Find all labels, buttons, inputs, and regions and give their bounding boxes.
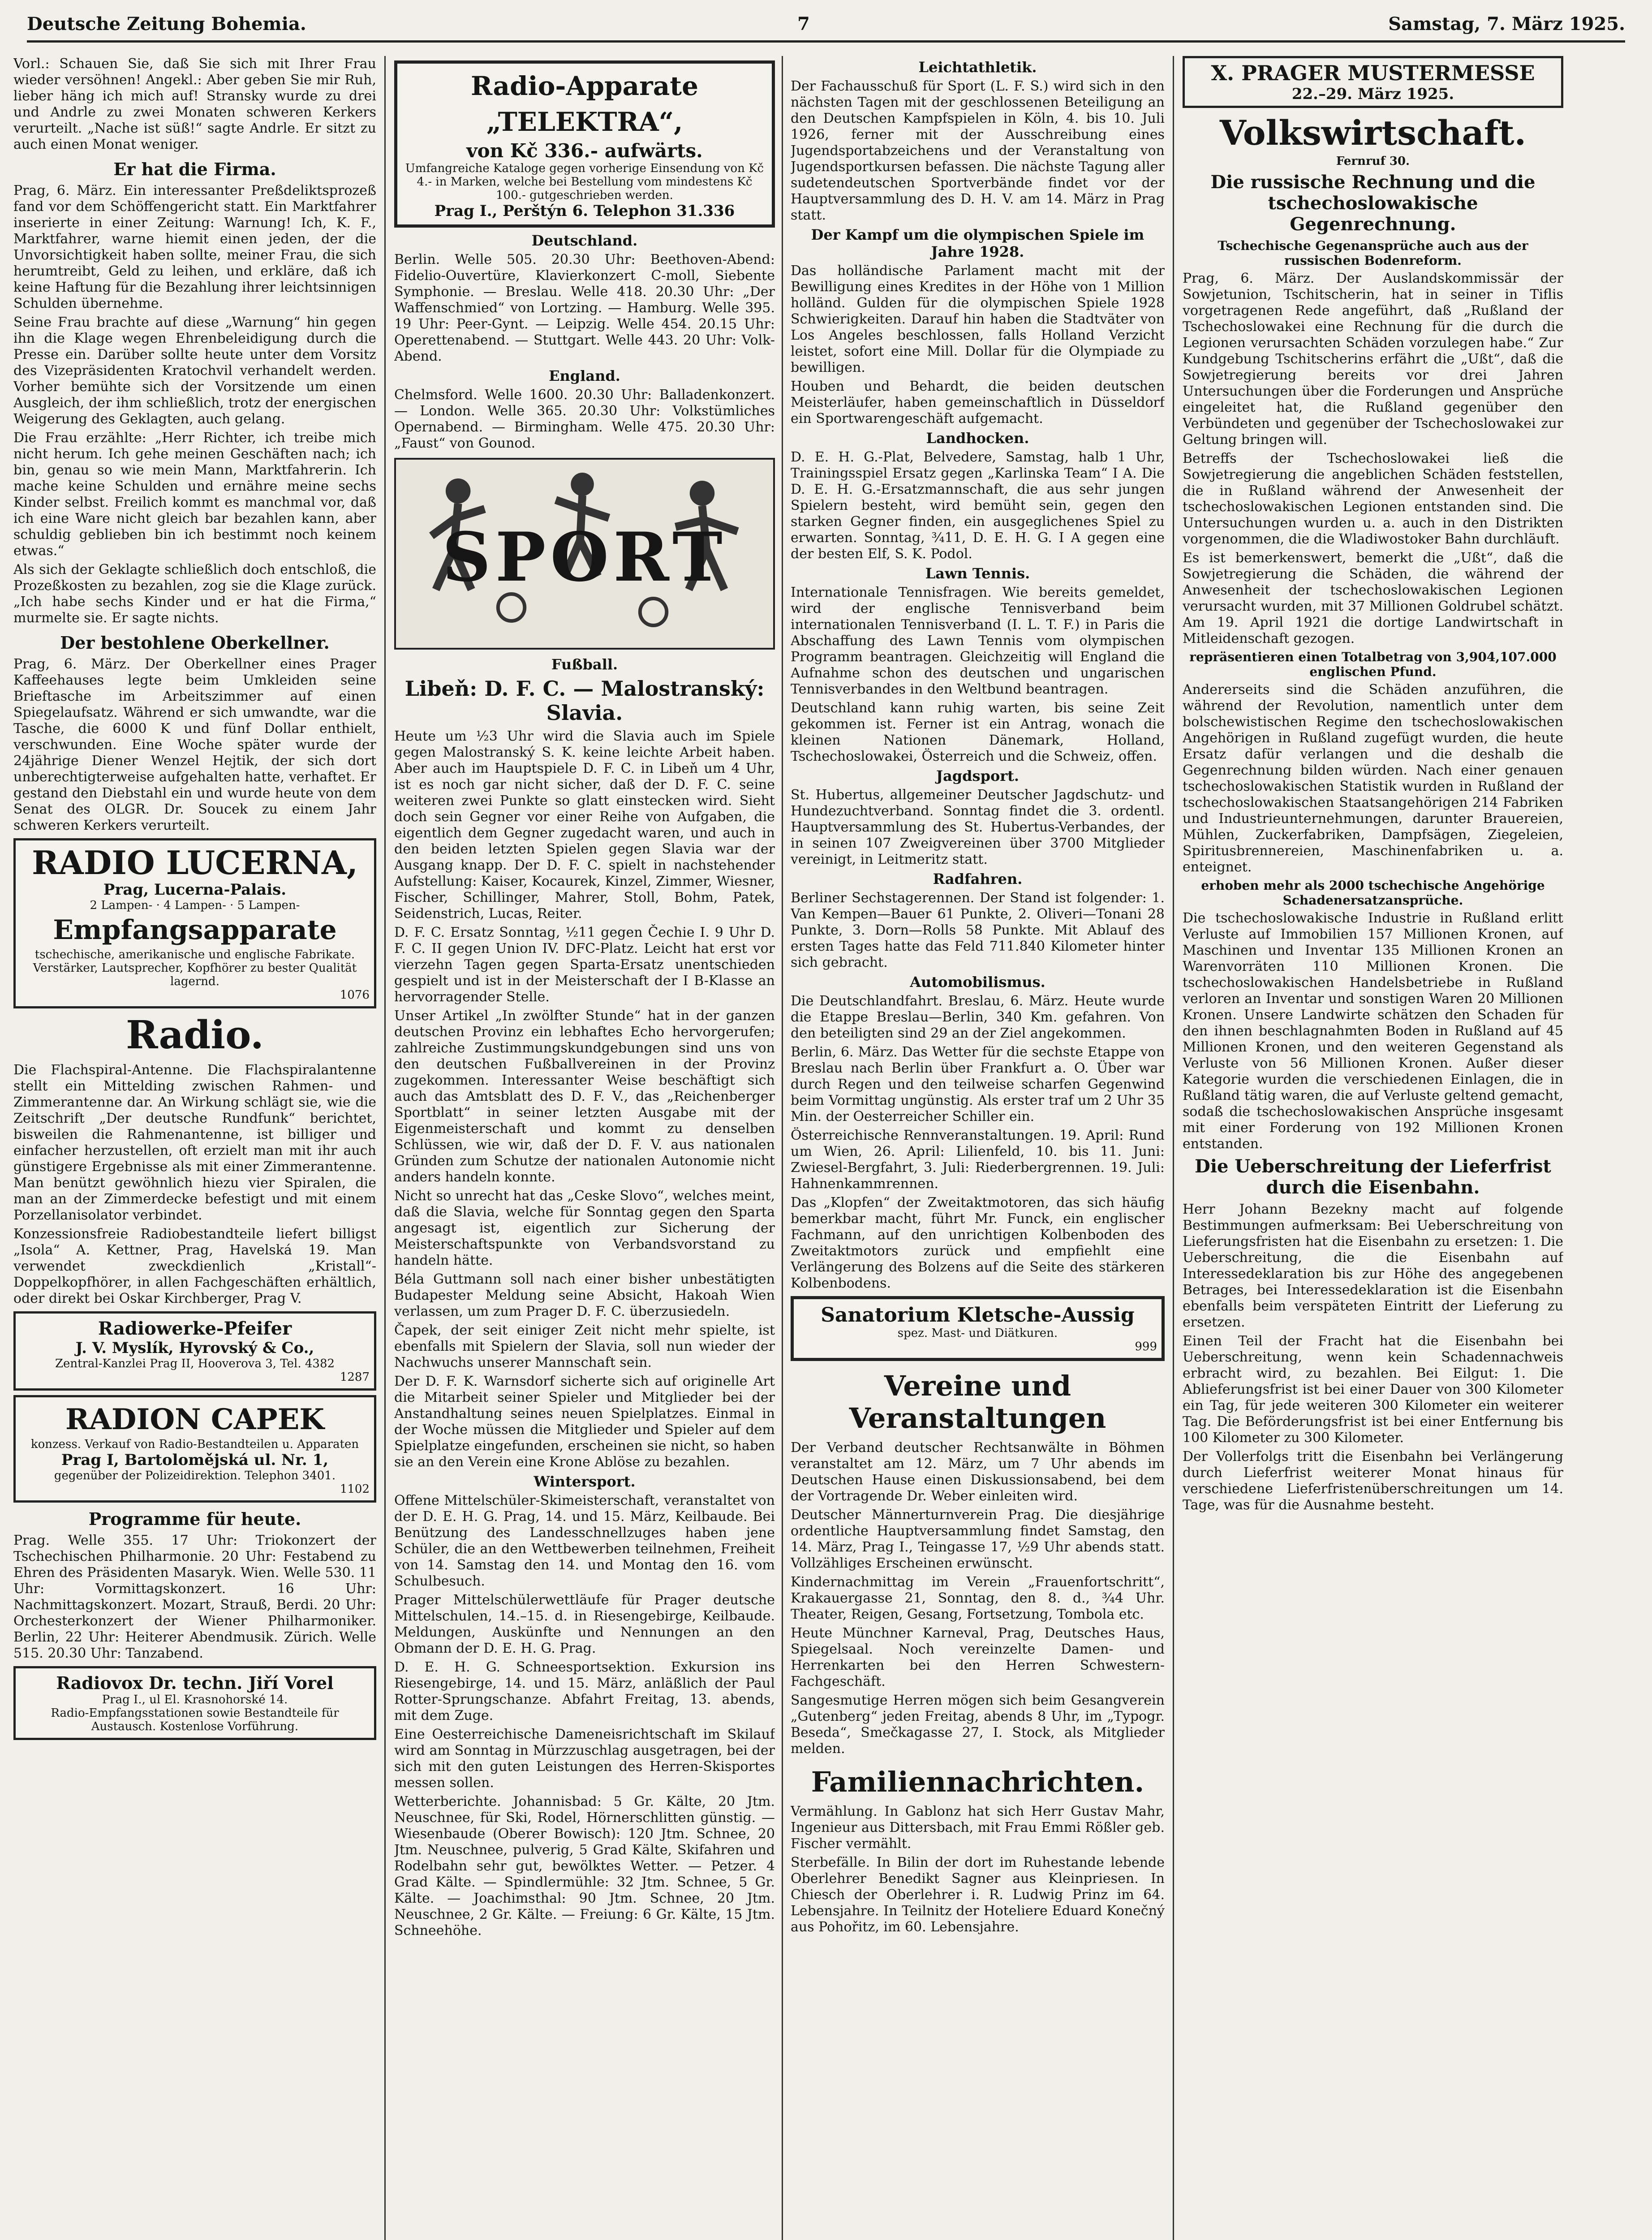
article-paragraph: Sangesmutige Herren mögen sich beim Gesangverein „Gutenberg“ jeden Freitag, abends 8 Uhr, im „Typogr. Beseda“, Smečkagasse 27, I. Stock, als Mitglieder melden.: [791, 1693, 1165, 1757]
ad-product: Empfangsapparate: [53, 914, 337, 946]
article-heading: Automobilismus.: [910, 974, 1045, 991]
article-heading: Jagdsport.: [936, 767, 1020, 784]
column-divider: [1173, 56, 1174, 2240]
article-heading: Der bestohlene Oberkellner.: [60, 633, 330, 653]
ad-address: Zentral-Kanzlei Prag II, Hooverova 3, Tel. 4382: [55, 1357, 335, 1370]
ad-sub: konzess. Verkauf von Radio-Bestandteilen u. Apparaten: [30, 1438, 359, 1451]
article-paragraph: Konzessionsfreie Radiobestandteile liefert billigst „Isola“ A. Kettner, Prag, Havelská 19. Man verwendet zweckdienlich „Kristall“-Doppelkopfhörer, in allen Fachgeschäften erhältlich, oder direkt bei Oskar Kirchberger, Prag V.: [13, 1226, 376, 1306]
article-paragraph: D. E. H. G.-Plat, Belvedere, Samstag, halb 1 Uhr, Trainingsspiel Ersatz gegen „Karlinska Team“ I A. Die D. E. H. G.-Ersatzmannschaft, die aus sehr jungen Spielern besteht, wird bemüht sein, gegen den starken Gegner finden, ein ausgeglichenes Spiel zu erwarten. Sonntag, ¾11, D. E. H. G. I A gegen eine der besten Elf, S. K. Podol.: [791, 449, 1165, 562]
ad-name: Sanatorium Kletsche-Aussig: [821, 1304, 1135, 1327]
article-heading: Radfahren.: [933, 870, 1023, 887]
advertisement-radio-lucerna: [13, 838, 376, 1008]
issue-date: Samstag, 7. März 1925.: [1388, 13, 1625, 34]
article-headline: Libeň: D. F. C. — Malostranský: Slavia.: [404, 676, 765, 725]
article-paragraph: Prag. Welle 355. 17 Uhr: Triokonzert der Tschechischen Philharmonie. 20 Uhr: Festabend zu Ehren des Präsidenten Masaryk. Wien. Welle 530. 11 Uhr: Vormittagskonzert. 16 Uhr: Nachmittagskonzert. Mozart, Strauß, Berdi. 20 Uhr: Orchesterkonzert der Wiener Philharmoniker. Berlin, 22 Uhr: Heiterer Abendmusik. Zürich. Welle 515. 20.30 Uhr: Tanzabend.: [13, 1533, 376, 1661]
article-heading: Wintersport.: [533, 1473, 636, 1490]
article-paragraph: Die tschechoslowakische Industrie in Rußland erlitt Verluste auf Immobilien 157 Millionen Kronen, auf Maschinen und Inventar 135 Millionen Kronen an Warenvorräten 110 Millionen Kronen. Die tschechoslowakischen Handelsbetriebe in Rußland verloren an Inventar und sonstigen Waren 20 Millionen Kronen. Unsere Landwirte schätzen den Schaden für den ihnen beschlagnahmten Boden in Rußland auf 45 Millionen Kronen, und den weiteren Gegenstand als Verluste von 56 Millionen Kronen. Außer dieser Kategorie wurden die verschiedenen Einlagen, die in Rußland tätig waren, die auf Verluste geltend gemacht, sodaß die tschechoslowakischen Ansprüche insgesamt mit einer Forderung von 192 Millionen Kronen entstanden.: [1183, 910, 1563, 1152]
article-paragraph: Offene Mittelschüler-Skimeisterschaft, veranstaltet von der D. E. H. G. Prag, 14. und 15. März, Keilbaude. Bei Benützung des Landesschnellzuges haben jene Schüler, die an den Wettbewerben teilnehmen, Freiheit von 14. Samstag den 14. und Montag den 16. vom Schulbesuch.: [394, 1493, 775, 1589]
article-paragraph: Die Deutschlandfahrt. Breslau, 6. März. Heute wurde die Etappe Breslau—Berlin, 340 Km. gefahren. Von den beteiligten sind 29 an der Ziel angekommen.: [791, 993, 1165, 1041]
column-divider: [384, 56, 386, 2240]
article-paragraph: D. E. H. G. Schneesportsektion. Exkursion ins Riesengebirge, 14. und 15. März, anläßlich der Paul Rotter-Sprungschanze. Abfahrt Freitag, 13. abends, mit dem Zuge.: [394, 1659, 775, 1723]
article-paragraph: Der Verband deutscher Rechtsanwälte in Böhmen veranstaltet am 12. März, um 7 Uhr abends im Deutschen Hause einen Diskussionsabend, bei dem der Vortragende Dr. Weber einleiten wird.: [791, 1440, 1165, 1504]
ad-address: Prag I, Bartolomějská ul. Nr. 1,: [61, 1451, 329, 1469]
ad-name: X. PRAGER MUSTERMESSE: [1211, 61, 1535, 85]
article-heading: Fußball.: [551, 656, 618, 673]
article-heading: Programme für heute.: [88, 1509, 301, 1529]
article-paragraph: Österreichische Rennveranstaltungen. 19. April: Rund um Wien, 26. April: Lilienfeld, 10. bis 11. Juni: Zwiesel-Bergfahrt, 3. Juli: Riederbergrennen. 19. Juli: Hahnenkammrennen.: [791, 1128, 1165, 1192]
page-number: 7: [797, 13, 810, 34]
phone-note: Fernruf 30.: [1336, 155, 1410, 168]
article-paragraph: Vorl.: Schauen Sie, daß Sie sich mit Ihrer Frau wieder versöhnen! Angekl.: Aber geben Sie mir Ruh, lieber häng ich mich auf! Stransky wurde zu drei und Andrle zu zwei Monaten schweren Kerkers verurteilt. „Nache ist süß!“ sagte Andrle. Er sitzt zu auch einen Monat weniger.: [13, 56, 376, 152]
article-paragraph: Es ist bemerkenswert, bemerkt die „Ußt“, daß die Sowjetregierung die Schäden, die während der Anwesenheit der tschechoslowakischen Legionen verursacht wurden, mit 37 Millionen Goldrubel schätzt. Am 19. April 1921 die dortige Landwirtschaft in Mitleidenschaft gezogen.: [1183, 550, 1563, 646]
ad-dates: 22.–29. März 1925.: [1291, 85, 1454, 103]
article-paragraph: Berlin, 6. März. Das Wetter für die sechste Etappe von Breslau nach Berlin über Frankfurt a. O. Über war durch Regen und den teilweise scharfen Gegenwind beim Vormittag ungünstig. Als erster traf um 2 Uhr 35 Min. der Oesterreicher Schiller ein.: [791, 1044, 1165, 1124]
article-paragraph: Béla Guttmann soll nach einer bisher unbestätigten Budapester Meldung seine Absicht, Hakoah Wien verlassen, um zum Prager D. F. C. überzusiedeln.: [394, 1271, 775, 1319]
newspaper-title: Deutsche Zeitung Bohemia.: [27, 13, 306, 34]
article-paragraph: Andererseits sind die Schäden anzuführen, die während der Revolution, namentlich unter dem bolschewistischen Regime den tschechoslowakischen Angehörigen in Rußland zugefügt wurden, die heute Ersatz dafür verlangen und die deshalb die Gegenrechnung bilden würden. Nach einer genauen tschechoslowakischen Statistik wurden in Rußland der tschechoslowakischen Staatsangehörigen 214 Fabriken und Industrieunternehmungen, darunter Brauereien, Mühlen, Zuckerfabriken, Dampfsägen, Ziegeleien, Spiritusbrennereien, Maschinenfabriken u. a. enteignet.: [1183, 682, 1563, 875]
ad-name: Radio-Apparate „TELEKTRA“,: [471, 71, 698, 137]
section-heading: Familiennachrichten.: [811, 1766, 1144, 1798]
column-4: [1183, 56, 1563, 2240]
article-heading: Er hat die Firma.: [113, 159, 276, 179]
article-paragraph: Das holländische Parlament macht mit der Bewilligung eines Kredites in der Höhe von 1 Million holländ. Gulden für die olympischen Spiele 1928 Schwierigkeiten. Darauf hin haben die Stadtväter von Los Angeles beschlossen, falls Holland Verzicht leistet, sofort eine Mill. Dollar für die Olympiade zu bewilligen.: [791, 263, 1165, 375]
sport-banner-illustration: [394, 458, 775, 650]
article-paragraph: Berlin. Welle 505. 20.30 Uhr: Beethoven-Abend: Fidelio-Ouvertüre, Klavierkonzert C-moll, Siebente Symphonie. — Breslau. Welle 418. 20.30 Uhr: „Der Waffenschmied“ von Lortzing. — Hamburg. Welle 395. 19 Uhr: Peer-Gynt. — Leipzig. Welle 454. 20.15 Uhr: Operettenabend. — Stuttgart. Welle 443. 20 Uhr: Volk-Abend.: [394, 252, 775, 364]
article-paragraph: Der Vollerfolgs tritt die Eisenbahn bei Verlängerung durch Lieferfrist weiterer Monat hinaus für verschiedene Lieferfristenüberschreitungen um 14. Tage, was für die Ausnahme besteht.: [1183, 1449, 1563, 1513]
article-paragraph: Prager Mittelschülerwettläufe für Prager deutsche Mittelschulen, 14.–15. d. in Riesengebirge, Keilbaude. Meldungen, Auskünfte und Nennungen an den Obmann der D. E. H. G. Prag.: [394, 1592, 775, 1656]
article-paragraph: Die Frau erzählte: „Herr Richter, ich treibe mich nicht herum. Ich gehe meinen Geschäften nach; ich bin, genau so wie mein Mann, Marktfahrerin. Ich mache keine Schulden und ernähre meine sechs Kinder selbst. Freilich kommt es manchmal vor, daß ich eine Ware nicht gleich bar bezahlen kann, aber schuldig geblieben bin ich bestimmt noch keinem etwas.“: [13, 430, 376, 559]
article-paragraph: Kindernachmittag im Verein „Frauenfortschritt“, Krakauergasse 21, Sonntag, den 8. d., ¾4 Uhr. Theater, Reigen, Gesang, Fortsetzung, Tombola etc.: [791, 1574, 1165, 1622]
ad-sub: Radio-Empfangsstationen sowie Bestandteile für Austausch. Kostenlose Vorführung.: [51, 1706, 339, 1733]
ad-address: Prag I., Perštýn 6. Telephon 31.336: [434, 202, 735, 220]
section-heading: Radio.: [126, 1012, 264, 1058]
article-paragraph: Die Flachspiral-Antenne. Die Flachspiralantenne stellt ein Mittelding zwischen Rahmen- und Zimmerantenne dar. An Wirkung schlägt sie, wie die Zeitschrift „Der deutsche Rundfunk“ berichtet, bisweilen die Rahmenantenne, ist billiger und einfacher herzustellen, oft erzielt man mit ihr auch günstigere Ergebnisse als mit einer Zimmerantenne. Man benützt gewöhnlich hiezu vier Spiralen, die man an der Zimmerdecke befestigt und mit einem Porzellanisolator verbindet.: [13, 1062, 376, 1223]
article-paragraph: Čapek, der seit einiger Zeit nicht mehr spielte, ist ebenfalls mit Spielern der Slavia, soll nun wieder der Nachwuchs unserer Mannschaft sein.: [394, 1322, 775, 1370]
article-heading: England.: [549, 367, 620, 384]
article-paragraph: Internationale Tennisfragen. Wie bereits gemeldet, wird der englische Tennisverband beim internationalen Tennisverband (I. L. T. F.) in Paris die Abschaffung des Lawn Tennis vom olympischen Programm beantragen. Gleichzeitig will England die Aufnahme schon des deutschen und ungarischen Tennisverbandes in den Weltbund beantragen.: [791, 585, 1165, 697]
article-paragraph: Seine Frau brachte auf diese „Warnung“ hin gegen ihn die Klage wegen Ehrenbeleidigung durch die Presse ein. Darüber sollte heute unter dem Vorsitz des Vizepräsidenten Kratochvil verhandelt werden. Vorher bemühte sich der Vorsitzende um einen Ausgleich, der ihm schließlich, trotz der energischen Weigerung des Geklagten, auch gelang.: [13, 314, 376, 427]
article-heading: Deutschland.: [531, 232, 638, 249]
article-paragraph: Prag, 6. März. Der Auslandskommissär der Sowjetunion, Tschitscherin, hat in seiner in Tiflis vorgetragenen Rede angeführt, daß „Rußland der Tschechoslowakei eine Rechnung für die durch die Legionen verursachten Schäden vorzulegen habe.“ Zur Kundgebung Tschitscherins erfährt die „Ußt“, daß die Sowjetregierung bereits vor drei Jahren Untersuchungen über die Forderungen und Ansprüche eingeleitet hat, die Rußland gegenüber den Verbündeten und gegenüber der Tschechoslowakei zur Geltung bringen will.: [1183, 271, 1563, 448]
emphasized-line: erhoben mehr als 2000 tschechische Angehörige Schadenersatzansprüche.: [1201, 878, 1545, 908]
ad-code: 1102: [340, 1482, 370, 1496]
article-paragraph: Berliner Sechstagerennen. Der Stand ist folgender: 1. Van Kempen—Bauer 61 Punkte, 2. Oliveri—Tonani 28 Punkte, 3. Dorn—Rolls 58 Punkte. Mit Ablauf des ersten Tages hatte das Feld 711.840 Kilometer hinter sich gebracht.: [791, 890, 1165, 970]
section-heading: Vereine und Veranstaltungen: [849, 1370, 1106, 1434]
ad-address-2: gegenüber der Polizeidirektion. Telephon 3401.: [54, 1469, 336, 1482]
ad-firm: J. V. Myslík, Hyrovský & Co.,: [75, 1339, 314, 1357]
ad-sub: tschechische, amerikanische und englische Fabrikate. Verstärker, Lautsprecher, Kopfhörer zu bester Qualität lagernd.: [33, 948, 357, 988]
ad-lines: 2 Lampen- · 4 Lampen- · 5 Lampen-: [90, 899, 300, 912]
article-paragraph: Houben und Behardt, die beiden deutschen Meisterläufer, haben gemeinschaftlich in Düsseldorf ein Sportwarengeschäft aufgemacht.: [791, 379, 1165, 426]
article-heading: Landhocken.: [926, 430, 1029, 447]
article-paragraph: Einen Teil der Fracht hat die Eisenbahn bei Ueberschreitung, wenn kein Schadennachweis erbracht wird, zu bezahlen. Bei Eilgut: 1. Die Ablieferungsfrist ist bei einer Dauer von 300 Kilometer ein Tag, für jede weiteren 300 Kilometer ein weiterer Tag. Die Beförderungsfrist ist bei einer Entfernung bis 100 Kilometer zu 300 Kilometer.: [1183, 1333, 1563, 1446]
article-paragraph: Sterbefälle. In Bilin der dort im Ruhestande lebende Oberlehrer Benedikt Sagner aus Kleinpriesen. In Chiesch der Oberlehrer i. R. Ludwig Prinz im 64. Lebensjahre. In Teilnitz der Hoteliere Eduard Konečný aus Pohořitz, im 60. Lebensjahre.: [791, 1855, 1165, 1935]
ad-name: RADION CAPEK: [65, 1403, 324, 1436]
article-paragraph: Deutscher Männerturnverein Prag. Die diesjährige ordentliche Hauptversammlung findet Samstag, den 14. März, Prag I., Teingasse 17, ½9 Uhr abends statt. Vollzähliges Erscheinen erwünscht.: [791, 1507, 1165, 1571]
advertisement-radiowerke: [13, 1311, 376, 1391]
column-2: [394, 56, 775, 2240]
column-3: [791, 56, 1165, 2240]
advertisement-telektra: [394, 60, 775, 228]
sport-banner-text: SPORT: [442, 518, 727, 597]
article-paragraph: Heute um ½3 Uhr wird die Slavia auch im Spiele gegen Malostranský S. K. keine leichte Arbeit haben. Aber auch im Hauptspiele D. F. C. in Libeň um 4 Uhr, ist es noch gar nicht sicher, daß der D. F. C. seine weiteren zwei Punkte so glatt einstecken wird. Sieht doch sein Gegner vor einer Reihe von Aufgaben, die eigentlich dem Gegner zugedacht waren, und auch in den beiden letzten Spielen gegen Slavia war der Ausgang knapp. Der D. F. C. spielt in nachstehender Aufstellung: Kaiser, Kocaurek, Kinzel, Zimmer, Wiesner, Fischer, Schillinger, Mahrer, Stoll, Bohm, Patek, Seidenstrich, Lucas, Reiter.: [394, 728, 775, 922]
article-heading: Leichtathletik.: [918, 59, 1037, 76]
ad-sub: spez. Mast- und Diätkuren.: [897, 1327, 1058, 1340]
article-subheadline: Tschechische Gegenansprüche auch aus der russischen Bodenreform.: [1217, 238, 1528, 268]
article-paragraph: Deutschland kann ruhig warten, bis seine Zeit gekommen ist. Ferner ist ein Antrag, wonach die kleinen Nationen Dänemark, Holland, Tschechoslowakei, Österreich und die Schweiz, offen.: [791, 700, 1165, 764]
article-paragraph: Das „Klopfen“ der Zweitaktmotoren, das sich häufig bemerkbar macht, führt Mr. Funck, ein englischer Fachmann, auf den unrichtigen Kolbenboden des Zweitaktmotors zurück und empfiehlt eine Verlängerung des Bolzens auf die Seite des stärkeren Kolbenbodens.: [791, 1195, 1165, 1291]
article-paragraph: Chelmsford. Welle 1600. 20.30 Uhr: Balladenkonzert. — London. Welle 365. 20.30 Uhr: Volkstümliches Opernabend. — Birmingham. Welle 475. 20.30 Uhr: „Faust“ von Gounod.: [394, 387, 775, 451]
ad-place: Prag, Lucerna-Palais.: [103, 881, 287, 899]
article-paragraph: Der D. F. K. Warnsdorf sicherte sich auf originelle Art die Mitarbeit seiner Spieler und Mitglieder bei der Anstandhaltung seines neuen Spielplatzes. Einmal in der Woche müssen die Mitglieder und Spieler auf dem Spielplatze eingefunden, erscheinen sie nicht, so haben sie an den Verein eine Krone Ablöse zu bezahlen.: [394, 1374, 775, 1470]
article-paragraph: Prag, 6. März. Ein interessanter Preßdeliktsprozeß fand vor dem Schöffengericht statt. Ein Marktfahrer inserierte in einer Zeitung: Warnung! Ich, K. F., Marktfahrer, warne hiemit einen jeden, der die Unvorsichtigkeit haben sollte, meiner Frau, die sich herumtreibt, Geld zu leihen, und erkläre, daß ich keine Haftung für die Bezahlung ihrer leichtsinnigen Schulden übernehme.: [13, 183, 376, 311]
ad-code: 1287: [340, 1370, 370, 1384]
article-paragraph: Vermählung. In Gablonz hat sich Herr Gustav Mahr, Ingenieur aus Dittersbach, mit Frau Emmi Rößler geb. Fischer vermählt.: [791, 1804, 1165, 1852]
article-paragraph: Nicht so unrecht hat das „Ceske Slovo“, welches meint, daß die Slavia, welche für Sonntag gegen den Sparta angesagt ist, eigentlich zur Sicherung der Meisterschaftspunkte von Verbandsvorstand zu handeln hätte.: [394, 1188, 775, 1268]
article-headline: Die Ueberschreitung der Lieferfrist durch die Eisenbahn.: [1195, 1156, 1551, 1198]
advertisement-radiovox: [13, 1666, 376, 1740]
column-1: [13, 56, 376, 2240]
article-heading: Lawn Tennis.: [925, 565, 1030, 582]
ad-code: 1076: [340, 988, 370, 1002]
article-paragraph: Heute Münchner Karneval, Prag, Deutsches Haus, Spiegelsaal. Noch vereinzelte Damen- und Herrenkarten bei den Herren Schwestern-Fachgeschäft.: [791, 1625, 1165, 1689]
advertisement-mustermesse: [1183, 56, 1563, 108]
article-paragraph: Unser Artikel „In zwölfter Stunde“ hat in der ganzen deutschen Provinz ein lebhaftes Echo hervorgerufen; zahlreiche Zustimmungskundgebungen sind uns von den deutschen Fußballvereinen in der Provinz zugekommen. Interessanter Weise beschäftigt sich auch das Amtsblatt des D. F. V., das „Reichenberger Sportblatt“ in seiner letzten Ausgabe mit der Eigenmeisterschaft und kommt zu denselben Schlüssen, wie wir, daß der D. F. V. aus nationalen Gründen zum Schutze der nationalen Autonomie nicht anders handeln konnte.: [394, 1008, 775, 1185]
article-paragraph: St. Hubertus, allgemeiner Deutscher Jagdschutz- und Hundezuchtverband. Sonntag findet die 3. ordentl. Hauptversammlung des St. Hubertus-Verbandes, der in seinen 107 Zweigvereinen über 3700 Mitglieder vereinigt, in Leitmeritz statt.: [791, 787, 1165, 867]
emphasized-line: repräsentieren einen Totalbetrag von 3,904,107.000 englischen Pfund.: [1189, 650, 1557, 679]
article-paragraph: Der Fachausschuß für Sport (L. F. S.) wird sich in den nächsten Tagen mit der geschlossenen Beteiligung an den Deutschen Kampfspielen in Köln, 4. bis 10. Juli 1926, ferner mit der Ausschreibung eines Jugendsportabzeichens und der Veranstaltung von Jugendsportkursen befassen. Die nächste Tagung aller sudetendeutschen Sportverbände findet vor der Hauptversammlung des D. H. V. am 14. März in Prag statt.: [791, 78, 1165, 223]
article-paragraph: Prag, 6. März. Der Oberkellner eines Prager Kaffeehauses legte beim Umkleiden seine Brieftasche im Arbeitszimmer auf einen Spiegelaufsatz. Während er sich umwandte, war die Tasche, die 6000 K und fünf Dollar enthielt, verschwunden. Eine Woche später wurde der 24jährige Diener Wenzel Hejtik, der sich dort unberechtigterweise aufgehalten hatte, verhaftet. Er gestand den Diebstahl ein und wurde heute von dem Senat des OLGR. Dr. Soucek zu einem Jahr schweren Kerkers verurteilt.: [13, 656, 376, 833]
ad-address: Prag I., ul El. Krasnohorské 14.: [102, 1693, 288, 1706]
ad-name: Radiovox Dr. techn. Jiří Vorel: [56, 1673, 334, 1693]
advertisement-radion-capek: [13, 1395, 376, 1503]
ad-code: 999: [1135, 1340, 1157, 1353]
article-heading: Der Kampf um die olympischen Spiele im Jahre 1928.: [811, 226, 1144, 260]
ad-price: von Kč 336.- aufwärts.: [466, 140, 703, 162]
article-paragraph: D. F. C. Ersatz Sonntag, ½11 gegen Čechie I. 9 Uhr D. F. C. II gegen Union IV. DFC-Platz. Leicht hat erst vor vierzehn Tagen gegen Sparta-Ersatz unentschieden gespielt und ist in der Meisterschaft der I B-Klasse an hervorragender Stelle.: [394, 925, 775, 1005]
ad-sub: Umfangreiche Kataloge gegen vorherige Einsendung von Kč 4.- in Marken, welche bei Bestellung vom mindestens Kč 100.- gutgeschrieben werden.: [405, 162, 764, 202]
masthead: [27, 13, 1625, 43]
article-paragraph: Herr Johann Bezekny macht auf folgende Bestimmungen aufmerksam: Bei Ueberschreitung von Lieferungsfristen hat die Eisenbahn zu ersetzen: 1. Die Ueberschreitung, die die Eisenbahn auf Interessedeklaration bis zur Höhe des angegebenen Betrages, bei Interessedeklaration ist die Eisenbahn ebenfalls beim verspäteten Eintritt der Lieferung zu ersetzen.: [1183, 1202, 1563, 1330]
advertisement-sanatorium: [791, 1296, 1165, 1361]
section-heading: Volkswirtschaft.: [1219, 113, 1527, 153]
article-paragraph: Wetterberichte. Johannisbad: 5 Gr. Kälte, 20 Jtm. Neuschnee, für Ski, Rodel, Hörnerschlitten günstig. — Wiesenbaude (Oberer Bowisch): 120 Jtm. Schnee, 20 Jtm. Neuschnee, pulverig, 5 Grad Kälte, Skifahren und Rodelbahn sehr gut, bewölktes Wetter. — Petzer. 4 Grad Kälte. — Spindlermühle: 32 Jtm. Schnee, 5 Gr. Kälte. — Joachimsthal: 90 Jtm. Schnee, 20 Jtm. Neuschnee, 2 Gr. Kälte. — Freiung: 6 Gr. Kälte, 15 Jtm. Schneehöhe.: [394, 1794, 775, 1938]
article-paragraph: Eine Oesterreichische Dameneisrichtschaft im Skilauf wird am Sonntag in Mürzzuschlag ausgetragen, bei der sich mit den guten Leistungen des Herren-Skisportes messen sollen.: [394, 1727, 775, 1791]
ad-name: Radiowerke-Pfeifer: [98, 1318, 292, 1339]
article-headline: Die russische Rechnung und die tschechoslowakische Gegenrechnung.: [1210, 172, 1536, 235]
ad-name: RADIO LUCERNA,: [32, 844, 358, 882]
article-paragraph: Betreffs der Tschechoslowakei ließ die Sowjetregierung die angeblichen Schäden feststellen, die in Rußland während der Anwesenheit der tschechoslowakischen Legionen entstanden sind. Die Untersuchungen wurden u. a. auch in den Distrikten vorgenommen, die die Wladiwostoker Bahn durchläuft.: [1183, 451, 1563, 547]
column-divider: [782, 56, 783, 2240]
article-paragraph: Als sich der Geklagte schließlich doch entschloß, die Prozeßkosten zu bezahlen, zog sie die Klage zurück. „Ich habe sechs Kinder und er hat die Firma,“ murmelte sie. Er sagte nichts.: [13, 562, 376, 626]
